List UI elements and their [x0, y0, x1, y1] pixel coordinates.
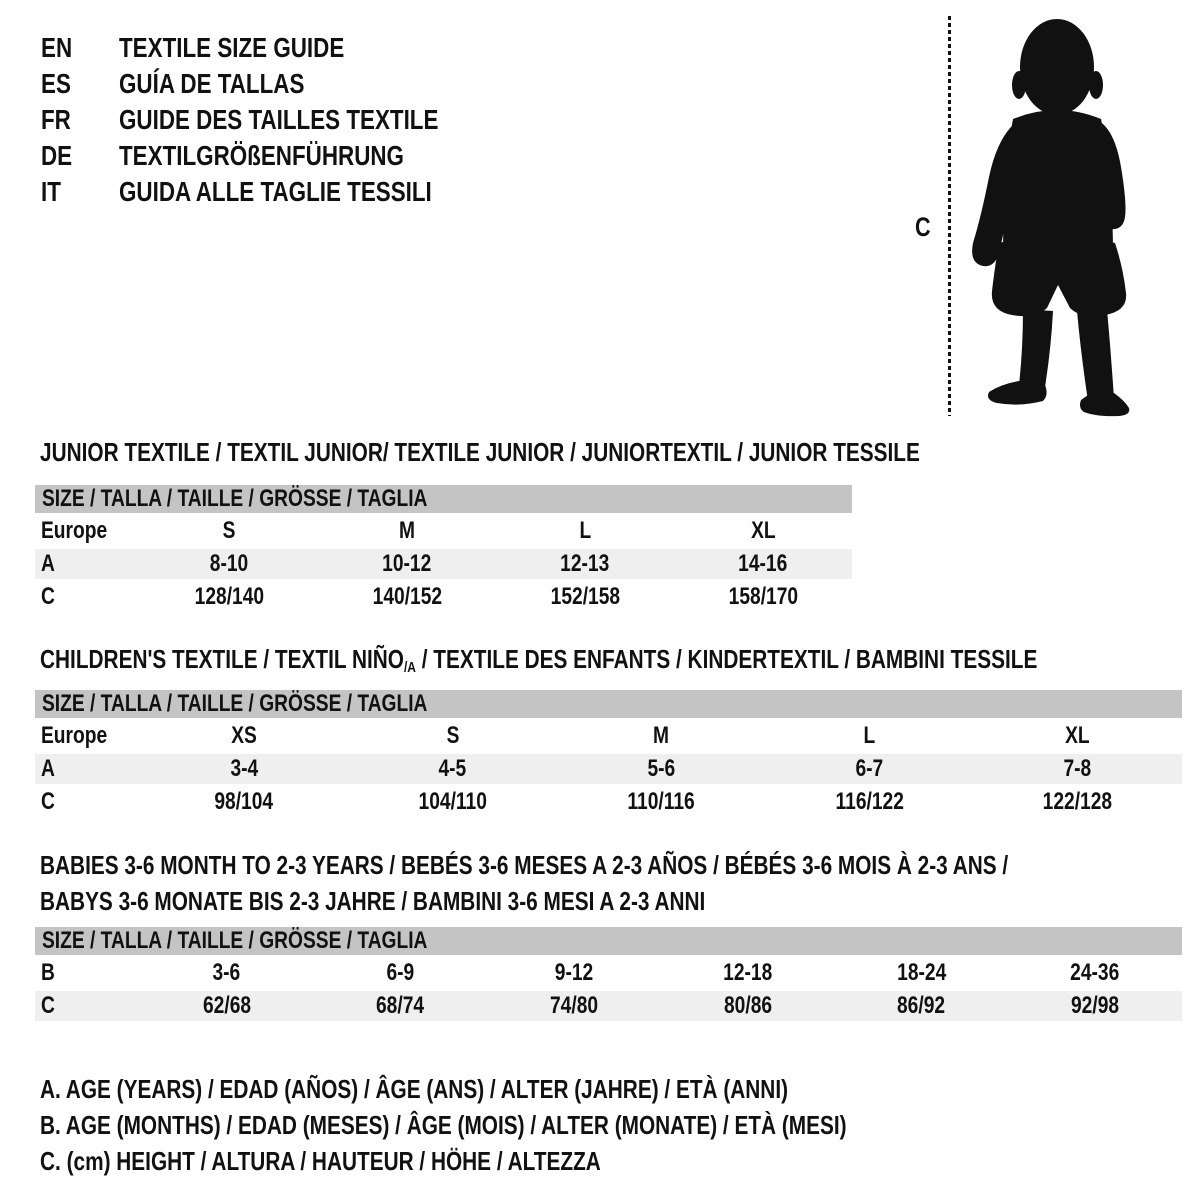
language-code-text: IT	[41, 176, 61, 207]
table-row-height	[35, 787, 1182, 817]
size-cell: M	[652, 722, 669, 749]
language-code-text: DE	[41, 140, 73, 171]
size-header-bar	[35, 927, 1182, 955]
size-cell: 9-12	[554, 959, 594, 986]
table-row-age	[35, 549, 852, 579]
size-cell: 5-6	[647, 755, 675, 782]
size-table-children	[35, 690, 1182, 820]
size-cell: 128/140	[194, 583, 264, 610]
size-cell: 3-6	[212, 959, 241, 986]
language-row-de	[41, 138, 518, 174]
language-row-fr	[41, 102, 518, 138]
size-cell: 7-8	[1063, 755, 1092, 782]
legend-line-c: C. (cm) HEIGHT / ALTURA / HAUTEUR / HÖHE / ALTEZZA	[40, 1146, 601, 1176]
language-row-es	[41, 66, 518, 102]
size-cell: XS	[231, 722, 258, 749]
size-cell: L	[863, 722, 876, 749]
size-header-text: SIZE / TALLA / TAILLE / GRÖSSE / TAGLIA	[42, 927, 428, 954]
row-label: Europe	[41, 517, 108, 544]
size-cell: 104/110	[418, 788, 487, 815]
language-code-text: ES	[41, 68, 71, 99]
row-label: C	[41, 788, 55, 815]
size-cell: 158/170	[728, 583, 798, 610]
language-code	[41, 30, 119, 66]
table-row-months	[35, 958, 1182, 988]
size-cell: 6-9	[386, 959, 415, 986]
size-cell: 8-10	[209, 550, 249, 577]
title-subscript: /A	[403, 659, 416, 676]
size-header-bar	[35, 690, 1182, 718]
language-code-text: FR	[41, 104, 71, 135]
size-cell: 62/68	[202, 992, 251, 1019]
table-row-height	[35, 582, 852, 612]
size-cell: M	[399, 517, 415, 544]
row-label: A	[41, 550, 55, 577]
size-cell: 86/92	[897, 992, 946, 1019]
legend-line-b: B. AGE (MONTHS) / EDAD (MESES) / ÂGE (MOIS) / ALTER (MONATE) / ETÀ (MESI)	[40, 1110, 847, 1140]
language-title-list	[41, 30, 518, 210]
size-header-bar	[35, 485, 852, 513]
language-row-en	[41, 30, 518, 66]
size-cell: L	[579, 517, 591, 544]
height-label-c	[913, 212, 933, 243]
language-title: TEXTILE SIZE GUIDE	[119, 32, 345, 63]
size-cell: 12-18	[723, 959, 773, 986]
language-code-text: EN	[41, 32, 73, 63]
row-label: Europe	[41, 722, 108, 749]
row-label: B	[41, 959, 55, 986]
section-title-text: CHILDREN'S TEXTILE / TEXTIL $NIÑO_{/A}$ / TEXTILE DES ENFANTS / KINDERTEXTIL / BAMBINI TESSILE	[40, 644, 1038, 676]
size-cell: 74/80	[550, 992, 599, 1019]
size-cell: 6-7	[855, 755, 884, 782]
size-table-babies	[35, 927, 1182, 1024]
language-code	[41, 102, 119, 138]
row-label: C	[41, 583, 55, 610]
size-cell: 4-5	[438, 755, 467, 782]
baby-silhouette-icon	[963, 15, 1135, 419]
size-cell: 92/98	[1071, 992, 1120, 1019]
row-label: C	[41, 992, 55, 1019]
size-cell: XL	[750, 517, 776, 544]
language-title: TEXTILGRÖßENFÜHRUNG	[119, 140, 404, 171]
size-cell: 140/152	[372, 583, 442, 610]
language-title: GUIDE DES TAILLES TEXTILE	[119, 104, 439, 135]
section-title-line2: BABYS 3-6 MONATE BIS 2-3 JAHRE / BAMBINI 3-6 MESI A 2-3 ANNI	[40, 886, 706, 916]
size-header-text: SIZE / TALLA / TAILLE / GRÖSSE / TAGLIA	[42, 485, 428, 512]
language-title: GUÍA DE TALLAS	[119, 68, 305, 99]
language-code	[41, 66, 119, 102]
table-row-europe	[35, 516, 852, 546]
table-row-age	[35, 754, 1182, 784]
size-cell: S	[446, 722, 459, 749]
size-cell: 122/128	[1043, 788, 1113, 815]
language-title: GUIDA ALLE TAGLIE TESSILI	[119, 176, 432, 207]
size-cell: 14-16	[738, 550, 788, 577]
size-cell: 10-12	[382, 550, 432, 577]
size-cell: XL	[1065, 722, 1091, 749]
section-title-line1: BABIES 3-6 MONTH TO 2-3 YEARS / BEBÉS 3-6 MESES A 2-3 AÑOS / BÉBÉS 3-6 MOIS À 2-3 ANS /	[40, 850, 1009, 880]
table-row-europe	[35, 721, 1182, 751]
legend-line-a: A. AGE (YEARS) / EDAD (AÑOS) / ÂGE (ANS) / ALTER (JAHRE) / ETÀ (ANNI)	[40, 1074, 789, 1104]
height-label-text: C	[914, 212, 931, 242]
legend	[40, 1071, 1048, 1179]
table-row-height	[35, 991, 1182, 1021]
size-cell: 18-24	[896, 959, 947, 986]
size-cell: 152/158	[550, 583, 620, 610]
size-cell: 24-36	[1070, 959, 1120, 986]
size-table-junior	[35, 485, 852, 615]
size-cell: 116/122	[835, 788, 904, 815]
section-title-babies	[40, 847, 1200, 919]
size-cell: 80/86	[723, 992, 772, 1019]
language-code	[41, 138, 119, 174]
height-measure-dashed-line	[948, 16, 951, 416]
size-cell: 68/74	[376, 992, 425, 1019]
size-cell: S	[222, 517, 236, 544]
size-cell: 12-13	[560, 550, 610, 577]
row-label: A	[41, 755, 55, 782]
size-header-text: SIZE / TALLA / TAILLE / GRÖSSE / TAGLIA	[42, 690, 428, 717]
section-title-children	[40, 641, 1200, 686]
size-cell: 98/104	[214, 788, 274, 815]
size-cell: 110/116	[627, 788, 695, 815]
language-code	[41, 174, 119, 210]
section-title-junior	[40, 434, 1140, 470]
language-row-it	[41, 174, 518, 210]
size-cell: 3-4	[230, 755, 259, 782]
section-title-text: JUNIOR TEXTILE / TEXTIL JUNIOR/ TEXTILE JUNIOR / JUNIORTEXTIL / JUNIOR TESSILE	[40, 437, 920, 467]
